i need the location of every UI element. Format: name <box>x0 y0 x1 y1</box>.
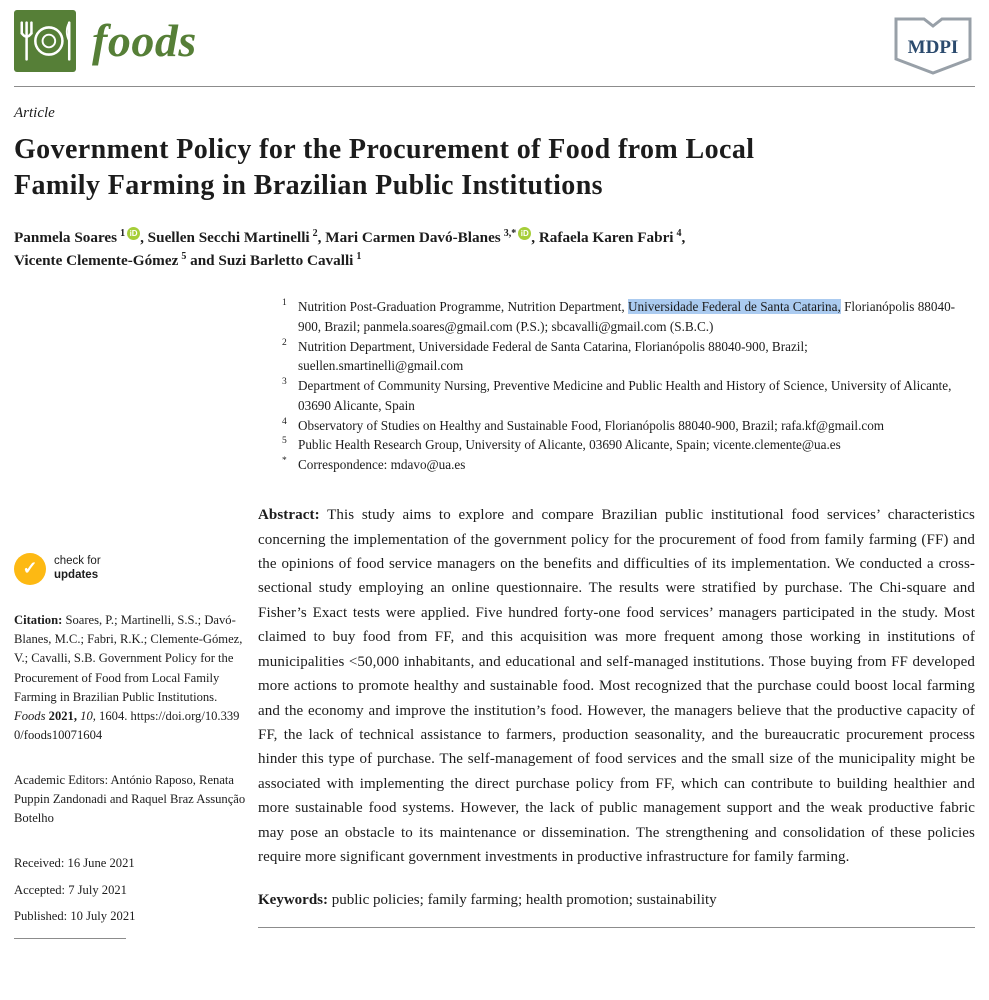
author: Vicente Clemente-Gómez $^5$ and <box>14 251 219 270</box>
sidebar-bottom-divider <box>14 938 126 939</box>
academic-editors-names: António Raposo, Renata Puppin Zandonadi and Raquel Braz Assunção Botelho <box>14 773 246 826</box>
crossmark-check-icon: ✓ <box>14 553 46 585</box>
affiliation-item: 2 Nutrition Department, Universidade Federal de Santa Catarina, Florianópolis 88040-900, Brazil; suellen.smartinelli@gmail.com <box>282 337 808 374</box>
author-list <box>14 226 949 273</box>
academic-editors-label: Academic Editors: <box>14 773 109 788</box>
check-for-updates-line2: updates <box>54 569 99 582</box>
content-columns <box>14 503 975 939</box>
abstract-text: This study aims to explore and compare Brazilian public institutional food services’ characteristics concerning the implementation of the government policy for the procurement of food from family farming (FF) and the opinions of food service managers on the benefits and difficulties of its implementation. We conducted a cross-sectional study employing an online questionnaire. The results were stratified by purchase. The Chi-square and Fisher’s Exact tests were applied. Five hundred forty-one food services’ managers participated in the study. Most claimed to buy food from FF, and this acquisition was more frequent among those working in institutions of municipalities <50,000 inhabitants, and educational and self-managed institutions. Those buying from FF developed more actions to promote healthy and sustainable food. Most recognized that the purchase could boost local farming and the economy and improve the institution’s food. However, the managers believe that the productive capacity of FF, the lack of technical assistance to farmers, production seasonality, and the bureaucratic procurement process hinder this type of purchase. The self-management of food services and the small size of the municipality might be associated with implementing the direct purchase policy from FF, which can contribute to building healthier and more sustainable food systems. However, the lack of public management support and the weak productive fabric may pose an obstacle to its maintenance or dissemination. The strengthening and consolidation of these policies require more significant government investments in productive infrastructure for family farming. <box>258 507 975 866</box>
citation-label: Citation: <box>14 613 63 628</box>
published-date: Published: 10 July 2021 <box>14 908 136 923</box>
keywords <box>258 892 975 909</box>
sidebar <box>14 503 246 939</box>
author: Suzi Barletto Cavalli $^1$ <box>218 251 362 270</box>
page-header <box>14 10 975 78</box>
author: Suellen Secchi Martinelli $^2$, <box>147 227 326 246</box>
affiliation-item: 5 Public Health Research Group, University of Alicante, 03690 Alicante, Spain; vicente.clemente@ua.es <box>282 436 841 453</box>
paper-title-line1: Government Policy for the Procurement of Food from Local <box>14 134 755 165</box>
citation-volume: 10, <box>80 708 96 723</box>
keywords-text: public policies; family farming; health promotion; sustainability <box>331 891 717 908</box>
foods-journal-icon <box>14 10 76 72</box>
academic-editors-block <box>14 771 246 828</box>
citation-text: Soares, P.; Martinelli, S.S.; Davó-Blanes, M.C.; Fabri, R.K.; Clemente-Gómez, V.; Cavalli, S.B. Government Policy for the Procurement of Food from Local Family Farming in Brazilian Public Institutions. <box>14 613 243 704</box>
citation-journal: Foods <box>14 708 46 723</box>
paper-title <box>14 132 975 204</box>
orcid-icon[interactable]: iD <box>518 227 531 240</box>
article-type-label: Article <box>14 105 55 121</box>
doi-link[interactable]: https://doi.org/10.3390/foods10071604 <box>14 708 240 742</box>
paper-title-line2: Family Farming in Brazilian Public Institutions <box>14 169 603 201</box>
check-for-updates-badge[interactable] <box>14 553 134 585</box>
header-divider <box>14 86 975 87</box>
affiliation-item: 4 Observatory of Studies on Healthy and Sustainable Food, Florianópolis 88040-900, Brazil; rafa.kf@gmail.com <box>282 416 885 433</box>
affiliation-item: 1 Nutrition Post-Graduation Programme, Nutrition Department, Universidade Federal de Santa Catarina, Florianópolis 88040-900, Brazil; panmela.soares@gmail.com (P.S.); sbcavalli@gmail.com (S.B.C.) <box>282 297 956 334</box>
journal-brand <box>14 10 197 72</box>
citation-year: 2021, <box>48 708 77 723</box>
keywords-label: Keywords: <box>258 891 328 908</box>
citation-block <box>14 611 246 745</box>
citation-article-number: 1604. <box>99 708 128 723</box>
abstract-column <box>258 503 975 939</box>
mdpi-logo <box>891 14 975 78</box>
mdpi-logo-text: MDPI <box>907 37 959 58</box>
abstract-bottom-divider <box>258 927 975 928</box>
author: Rafaela Karen Fabri $^4$, <box>538 227 686 246</box>
article-dates <box>14 854 246 925</box>
accepted-date: Accepted: 7 July 2021 <box>14 882 127 897</box>
affiliation-list <box>282 297 972 475</box>
journal-name: foods <box>92 15 197 66</box>
affiliation-item: 3 Department of Community Nursing, Preventive Medicine and Public Health and History of Science, University of Alicante, 03690 Alicante, Spain <box>282 377 952 413</box>
author: Mari Carmen Davó-Blanes $^{3,*}$ iD , <box>325 227 539 246</box>
check-for-updates-line1: check for <box>54 555 101 568</box>
received-date: Received: 16 June 2021 <box>14 856 135 871</box>
abstract <box>258 503 975 870</box>
text-selection-highlight: Universidade Federal de Santa Catarina, <box>628 298 841 314</box>
orcid-icon[interactable]: iD <box>127 227 140 240</box>
affiliation-correspondence: * Correspondence: mdavo@ua.es <box>282 456 466 473</box>
author: Panmela Soares $^1$ iD , <box>14 227 148 246</box>
abstract-label: Abstract: <box>258 507 320 524</box>
